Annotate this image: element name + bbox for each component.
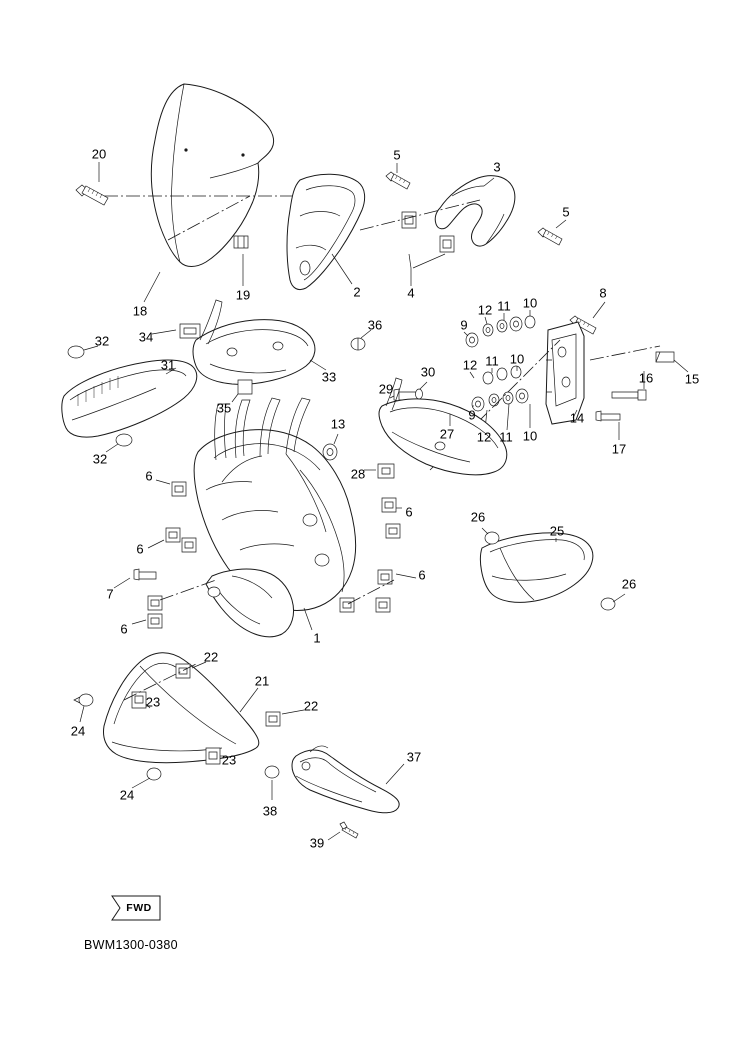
callout-10c: 10: [522, 428, 538, 444]
part-13-grommet: [323, 434, 338, 460]
callout-18: 18: [132, 303, 148, 319]
part-17-bolt: [596, 411, 620, 440]
callout-38: 38: [262, 803, 278, 819]
part-4-clips: [360, 200, 480, 286]
part-5-bolt-left: [386, 163, 410, 189]
callout-30: 30: [420, 364, 436, 380]
callout-6c: 6: [136, 541, 144, 557]
callout-22b: 22: [303, 698, 319, 714]
callout-23b: 23: [221, 752, 237, 768]
part-32-grommet-lower: [106, 434, 132, 452]
part-36-screw: [351, 330, 371, 350]
callout-24b: 24: [119, 787, 135, 803]
callout-16: 16: [638, 370, 654, 386]
callout-32a: 32: [94, 333, 110, 349]
callout-39: 39: [309, 835, 325, 851]
callout-29: 29: [378, 381, 394, 397]
part-18-windscreen: [144, 84, 274, 302]
callout-22a: 22: [203, 649, 219, 665]
callout-9a: 9: [460, 317, 468, 333]
callout-12c: 12: [476, 429, 492, 445]
callout-1: 1: [313, 630, 321, 646]
callout-5a: 5: [393, 147, 401, 163]
callout-26b: 26: [621, 576, 637, 592]
callout-11b: 11: [485, 353, 499, 369]
callout-37: 37: [406, 749, 422, 765]
part-37-garnish: [292, 746, 404, 813]
callout-7: 7: [106, 586, 114, 602]
callout-25: 25: [549, 523, 565, 539]
callout-35: 35: [216, 400, 232, 416]
part-33-upper-cover: [193, 300, 326, 384]
callout-10b: 10: [509, 351, 525, 367]
callout-24a: 24: [70, 723, 86, 739]
callout-34: 34: [138, 329, 154, 345]
part-19-grommet: [234, 236, 248, 286]
callout-13: 13: [330, 416, 346, 432]
callout-28: 28: [350, 466, 366, 482]
callout-5b: 5: [562, 204, 570, 220]
callout-4: 4: [407, 285, 415, 301]
callout-31: 31: [160, 357, 176, 373]
part-25-right-cover: [480, 533, 592, 602]
part-14-bracket-plate: [546, 322, 584, 424]
callout-8: 8: [599, 285, 607, 301]
callout-11c: 11: [499, 429, 513, 445]
callout-14: 14: [569, 410, 585, 426]
callout-20: 20: [91, 146, 107, 162]
part-3-bracket: [435, 176, 515, 246]
callout-32b: 32: [92, 451, 108, 467]
callout-6d: 6: [418, 567, 426, 583]
part-1-main-cowling: [194, 398, 355, 637]
part-38-grommet: [265, 766, 279, 800]
callout-33: 33: [321, 369, 337, 385]
callout-15: 15: [684, 371, 700, 387]
callout-19: 19: [235, 287, 251, 303]
part-fastener-group-upper: [464, 310, 535, 347]
callout-12a: 12: [477, 302, 493, 318]
callout-17: 17: [611, 441, 627, 457]
part-28-clip: [364, 464, 394, 478]
callout-10a: 10: [522, 295, 538, 311]
part-31-left-panel: [62, 357, 197, 437]
callout-9b: 9: [468, 407, 476, 423]
part-32-grommet-upper: [68, 346, 98, 358]
part-20-bolt: [76, 162, 108, 205]
callout-27: 27: [439, 426, 455, 442]
callout-3: 3: [493, 159, 501, 175]
part-7-screw: [114, 569, 156, 588]
fwd-label: FWD: [126, 902, 152, 914]
part-29-30-fasteners: [390, 382, 427, 401]
callout-26a: 26: [470, 509, 486, 525]
callout-21: 21: [254, 673, 270, 689]
part-39-screw: [328, 822, 358, 840]
diagram-part-code: BWM1300-0380: [84, 938, 178, 952]
callout-6e: 6: [120, 621, 128, 637]
part-5-bolt-right: [538, 220, 566, 245]
callout-12b: 12: [462, 357, 478, 373]
callout-6a: 6: [145, 468, 153, 484]
callout-11a: 11: [497, 298, 511, 314]
part-2-cowling-panel: [287, 174, 365, 289]
part-34-clip: [152, 324, 200, 338]
callout-23a: 23: [145, 694, 161, 710]
callout-36: 36: [367, 317, 383, 333]
callout-2: 2: [353, 284, 361, 300]
callout-6b: 6: [405, 504, 413, 520]
